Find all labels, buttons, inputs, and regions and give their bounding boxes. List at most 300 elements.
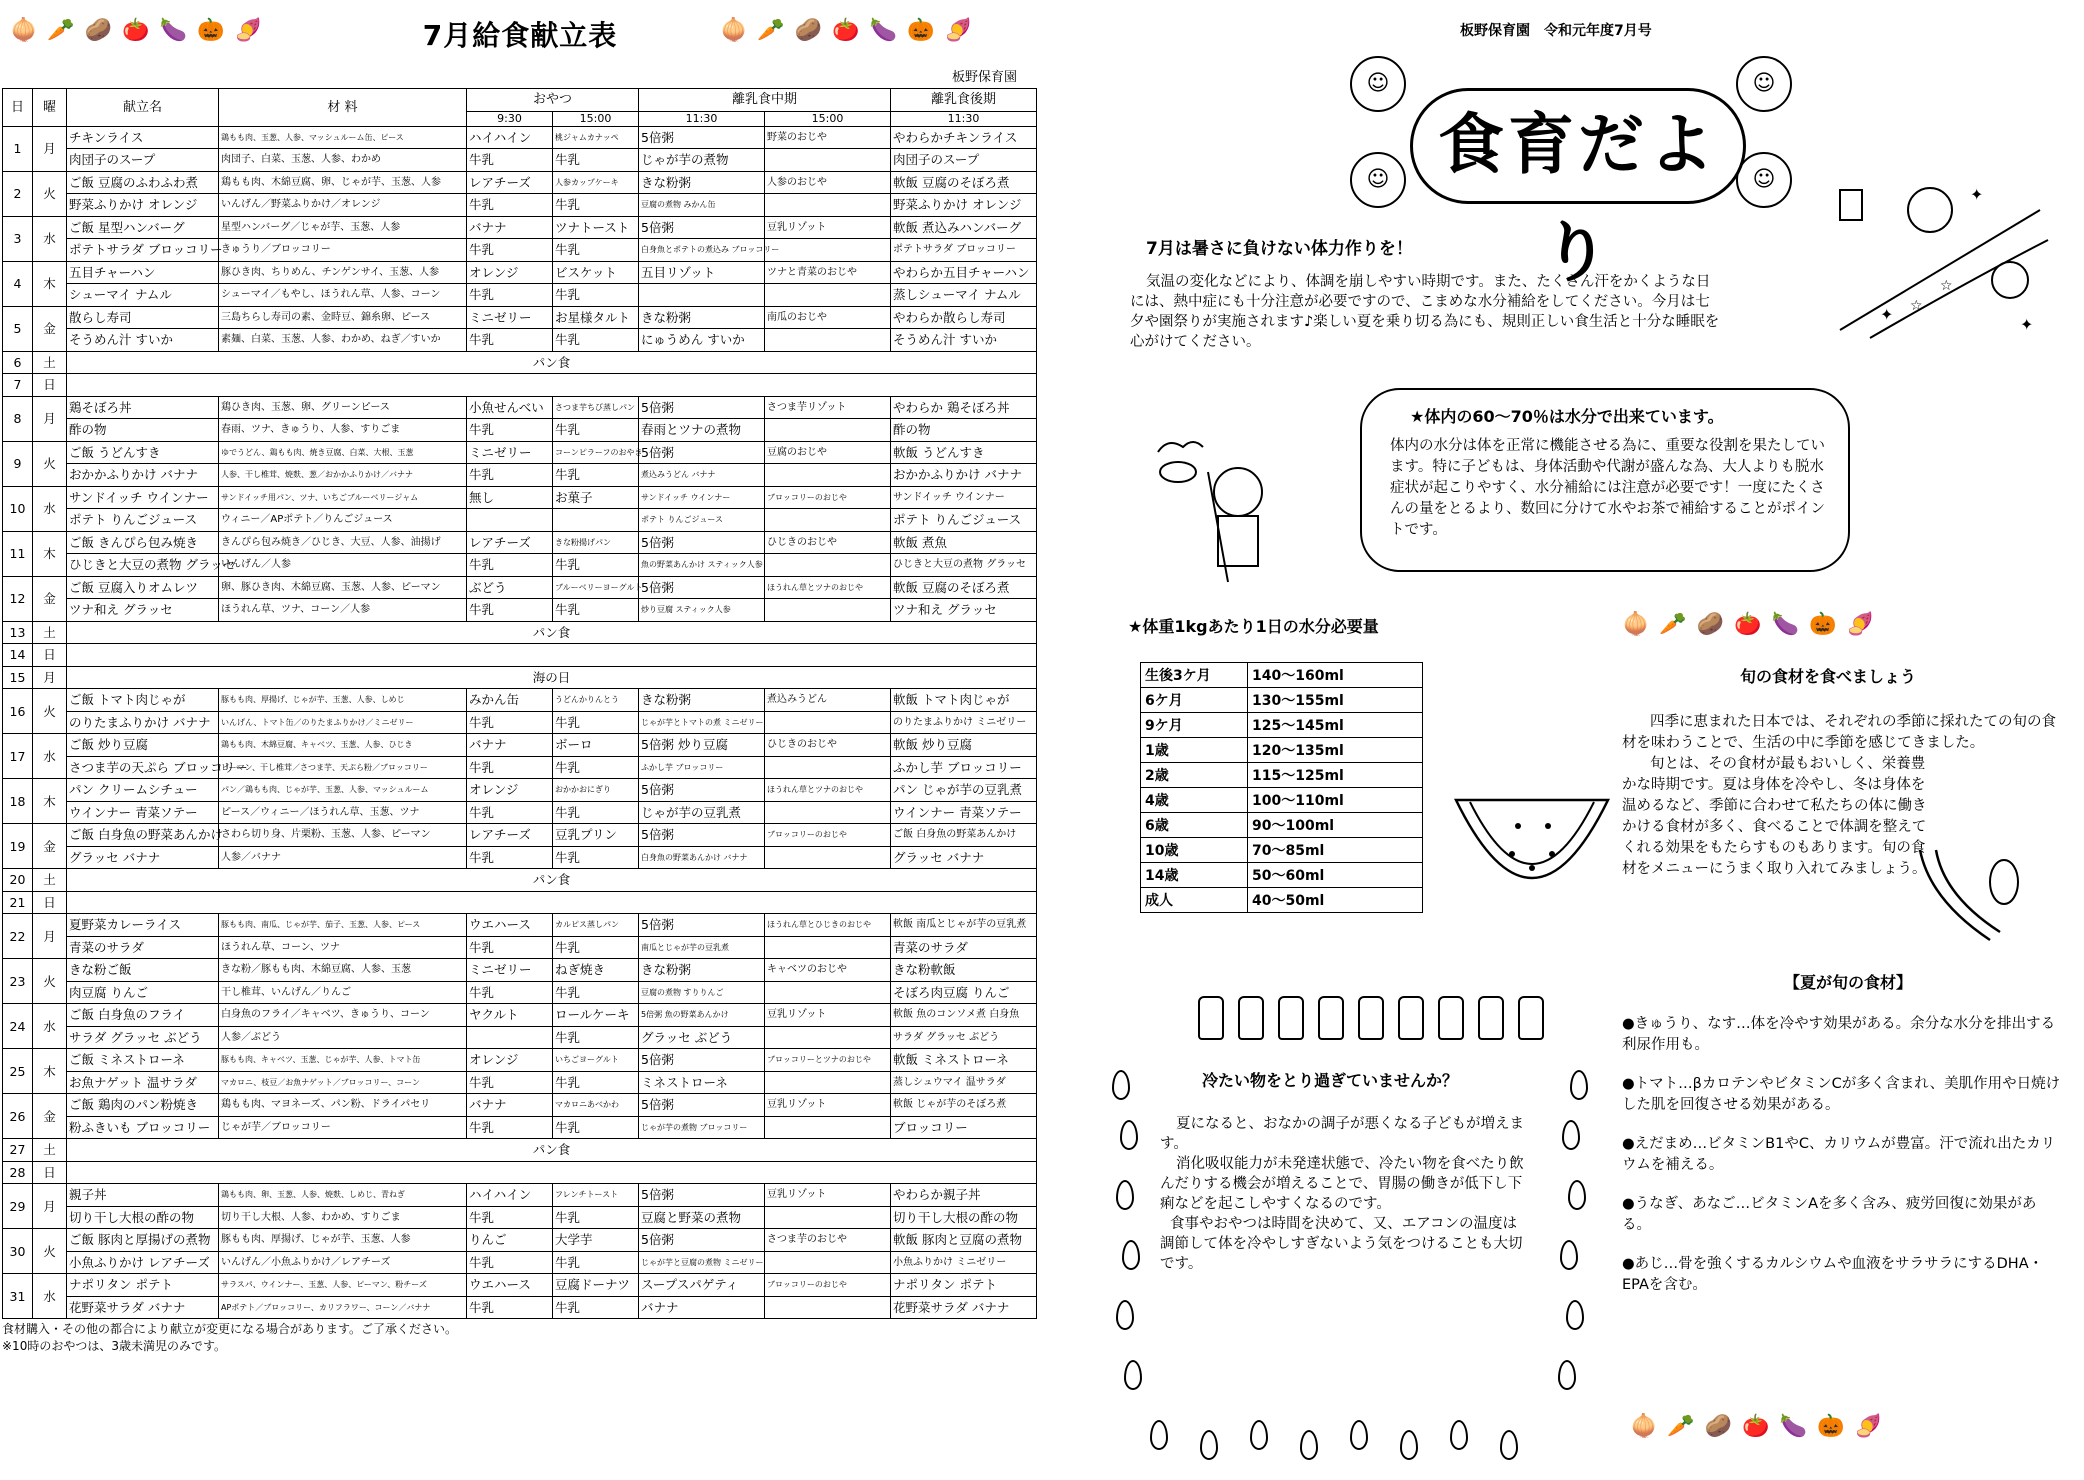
potato-icon: 🥔	[1704, 1414, 1733, 1439]
day-cell: 3	[3, 216, 33, 261]
mid-weaning-lunch-cell: グラッセ ぶどう	[639, 1026, 765, 1049]
svg-text:✦: ✦	[2020, 315, 2034, 334]
snack-afternoon-cell: ツナトースト	[553, 216, 639, 239]
late-weaning-cell: 軟飯 トマト肉じゃが	[891, 689, 1037, 712]
age-cell: 成人	[1141, 888, 1248, 913]
menu-row	[3, 779, 1037, 802]
water-row	[1141, 813, 1423, 838]
late-weaning-cell: 軟飯 豆腐のそぼろ煮	[891, 171, 1037, 194]
cold-food-body	[1160, 1114, 1526, 1274]
day-cell: 17	[3, 734, 33, 779]
mid-weaning-lunch-cell: 5倍粥	[639, 126, 765, 149]
eggplant-icon: 🍆	[1779, 1414, 1808, 1439]
mid-weaning-lunch-cell: 5倍粥 魚の野菜あんかけ	[639, 1004, 765, 1027]
snack-afternoon-cell: 牛乳	[553, 1026, 639, 1049]
day-cell: 23	[3, 959, 33, 1004]
mid-weaning-lunch-cell: きな粉粥	[639, 171, 765, 194]
dish-cell: 親子丼	[67, 1184, 219, 1207]
mid-weaning-lunch-cell: 豆腐の煮物 すりりんご	[639, 981, 765, 1004]
snack-afternoon-cell: カルピス蒸しパン	[553, 914, 639, 937]
water-drop-icon	[1200, 1430, 1218, 1460]
snack-afternoon-cell: 牛乳	[553, 419, 639, 442]
day-cell: 9	[3, 441, 33, 486]
water-row	[1141, 663, 1423, 688]
ingredients-cell: ゆでうどん、鶏もも肉、焼き豆腐、白菜、大根、玉葱	[219, 441, 467, 464]
carrot-icon: 🥕	[1667, 1414, 1695, 1439]
snack-morning-cell: 牛乳	[467, 329, 553, 352]
mid-weaning-lunch-cell	[639, 284, 765, 307]
ingredients-cell: 切り干し大根、人参、わかめ、すりごま	[219, 1206, 467, 1229]
ingredients-cell: 三島ちらし寿司の素、金時豆、錦糸卵、ピース	[219, 306, 467, 329]
mid-weaning-snack-cell	[765, 1251, 891, 1274]
weekday-cell: 水	[33, 216, 67, 261]
nursery-name: 板野保育園	[952, 70, 1018, 85]
eggplant-icon: 🍆	[159, 18, 188, 43]
mid-weaning-lunch-cell: にゅうめん すいか	[639, 329, 765, 352]
mid-weaning-snack-cell	[765, 846, 891, 869]
late-weaning-cell: 切り干し大根の酢の物	[891, 1206, 1037, 1229]
late-weaning-cell: 軟飯 ミネストローネ	[891, 1049, 1037, 1072]
late-weaning-cell: 小魚ふりかけ ミニゼリー	[891, 1251, 1037, 1274]
potato-icon: 🥔	[1696, 612, 1725, 637]
menu-row	[3, 486, 1037, 509]
mid-weaning-snack-cell: ツナと青菜のおじや	[765, 261, 891, 284]
late-weaning-cell: 軟飯 豆腐のそぼろ煮	[891, 576, 1037, 599]
svg-text:✦: ✦	[1970, 185, 1984, 204]
header-snack-time-2: 15:00	[553, 111, 639, 126]
menu-row	[3, 801, 1037, 824]
menu-row	[3, 329, 1037, 352]
header-day: 日	[3, 89, 33, 127]
snack-morning-cell: バナナ	[467, 216, 553, 239]
late-weaning-cell: 軟飯 煮魚	[891, 531, 1037, 554]
ingredients-cell: 鶏ひき肉、玉葱、卵、グリーンピース	[219, 396, 467, 419]
water-drop-icon	[1112, 1070, 1130, 1100]
water-amount-cell: 130～155ml	[1248, 688, 1423, 713]
ingredients-cell: さわら切り身、片栗粉、玉葱、人参、ピーマン	[219, 824, 467, 847]
menu-row	[3, 1139, 1037, 1162]
ingredients-cell: 鶏もも肉、木綿豆腐、キャベツ、玉葱、人参、ひじき	[219, 734, 467, 757]
mid-weaning-lunch-cell: きな粉粥	[639, 689, 765, 712]
ingredients-cell: じゃが芋／ブロッコリー	[219, 1116, 467, 1139]
snack-afternoon-cell: 牛乳	[553, 554, 639, 577]
menu-row	[3, 531, 1037, 554]
late-weaning-cell: 軟飯 豚肉と豆腐の煮物	[891, 1229, 1037, 1252]
special-day-cell: パン食	[67, 869, 1037, 892]
day-cell: 13	[3, 621, 33, 644]
ingredients-cell: いんげん／野菜ふりかけ／オレンジ	[219, 194, 467, 217]
tomato-icon: 🍅	[122, 18, 150, 43]
mid-weaning-snack-cell: ひじきのおじや	[765, 734, 891, 757]
late-weaning-cell: サンドイッチ ウインナー	[891, 486, 1037, 509]
water-amount-cell: 140～160ml	[1248, 663, 1423, 688]
water-drop-icon	[1250, 1420, 1268, 1450]
mid-weaning-lunch-cell: ふかし芋 ブロッコリー	[639, 756, 765, 779]
mid-weaning-snack-cell: 豆乳リゾット	[765, 1004, 891, 1027]
dish-cell: ご飯 鶏肉のパン粉焼き	[67, 1094, 219, 1117]
snack-morning-cell: ミニゼリー	[467, 441, 553, 464]
late-weaning-cell: 軟飯 炒り豆腐	[891, 734, 1037, 757]
late-weaning-cell: 軟飯 魚のコンソメ煮 白身魚	[891, 1004, 1037, 1027]
menu-row	[3, 149, 1037, 172]
mid-weaning-lunch-cell: バナナ	[639, 1296, 765, 1319]
summer-foods-title: 【夏が旬の食材】	[1784, 973, 1913, 992]
water-row	[1141, 713, 1423, 738]
water-row	[1141, 688, 1423, 713]
dish-cell: ウインナー 青菜ソテー	[67, 801, 219, 824]
onion-icon: 🧅	[720, 18, 748, 43]
weekday-cell: 火	[33, 1229, 67, 1274]
mid-weaning-snack-cell	[765, 239, 891, 262]
mid-weaning-lunch-cell: 南瓜とじゃが芋の豆乳煮	[639, 936, 765, 959]
snack-morning-cell: 牛乳	[467, 756, 553, 779]
tanabata-illustration	[1820, 170, 2050, 340]
ingredients-cell: きな粉／豚もも肉、木綿豆腐、人参、玉葱	[219, 959, 467, 982]
day-cell: 20	[3, 869, 33, 892]
header-late-weaning: 離乳食後期	[891, 89, 1037, 112]
dish-cell: 肉豆腐 りんご	[67, 981, 219, 1004]
menu-title: 7月給食献立表	[422, 19, 618, 52]
summer-food-item: ●えだまめ…ビタミンB1やC、カリウムが豊富。汗で流れ出たカリウムを補える。	[1622, 1136, 2056, 1173]
snack-afternoon-cell: 牛乳	[553, 801, 639, 824]
menu-row	[3, 1251, 1037, 1274]
water-drop-icon	[1560, 1240, 1578, 1270]
snack-afternoon-cell: 牛乳	[553, 1116, 639, 1139]
age-cell: 生後3ケ月	[1141, 663, 1248, 688]
bottle-icon	[1398, 996, 1424, 1040]
special-day-cell	[67, 1161, 1037, 1184]
dish-cell: 五目チャーハン	[67, 261, 219, 284]
snack-afternoon-cell: マカロニあべかわ	[553, 1094, 639, 1117]
water-drop-icon	[1116, 1300, 1134, 1330]
dish-cell: サンドイッチ ウインナー	[67, 486, 219, 509]
mid-weaning-snack-cell: ほうれん草とツナのおじや	[765, 779, 891, 802]
weekday-cell: 水	[33, 486, 67, 531]
weekday-cell: 日	[33, 1161, 67, 1184]
snack-afternoon-cell: ボーロ	[553, 734, 639, 757]
mid-weaning-snack-cell	[765, 756, 891, 779]
menu-row	[3, 1071, 1037, 1094]
water-amount-cell: 50～60ml	[1248, 863, 1423, 888]
mid-weaning-snack-cell: さつま芋のおじや	[765, 1229, 891, 1252]
dish-cell: 粉ふきいも ブロッコリー	[67, 1116, 219, 1139]
menu-row	[3, 464, 1037, 487]
weekday-cell: 土	[33, 869, 67, 892]
snack-morning-cell: オレンジ	[467, 1049, 553, 1072]
snack-morning-cell: 牛乳	[467, 239, 553, 262]
ingredients-cell: ほうれん草、ツナ、コーン／人参	[219, 599, 467, 622]
ingredients-cell: 鶏もも肉、玉葱、人参、マッシュルーム缶、ピース	[219, 126, 467, 149]
menu-row	[3, 936, 1037, 959]
mid-weaning-snack-cell	[765, 1206, 891, 1229]
cold-paragraph-1: 夏になると、おなかの調子が悪くなる子どもが増えます。	[1160, 1116, 1524, 1152]
water-drop-icon	[1400, 1430, 1418, 1460]
snack-morning-cell: 牛乳	[467, 194, 553, 217]
mid-weaning-snack-cell: ブロッコリーとツナのおじや	[765, 1049, 891, 1072]
snack-afternoon-cell: 豆乳プリン	[553, 824, 639, 847]
menu-row	[3, 599, 1037, 622]
ingredients-cell: ウィニー／APポテト／りんごジュース	[219, 509, 467, 532]
child-face-icon: ☺	[1350, 152, 1406, 208]
bottle-icon	[1278, 996, 1304, 1040]
day-cell: 21	[3, 891, 33, 914]
water-amount-cell: 115～125ml	[1248, 763, 1423, 788]
snack-morning-cell	[467, 1026, 553, 1049]
late-weaning-cell: やわらか散らし寿司	[891, 306, 1037, 329]
menu-row	[3, 621, 1037, 644]
water-requirement-table	[1140, 662, 1423, 913]
newsletter-header: 板野保育園 令和元年度7月号	[1460, 23, 1652, 39]
pumpkin-icon: 🎃	[1817, 1414, 1845, 1439]
dish-cell: グラッセ バナナ	[67, 846, 219, 869]
late-weaning-cell: ブロッコリー	[891, 1116, 1037, 1139]
menu-row	[3, 1296, 1037, 1319]
ingredients-cell: 人参／バナナ	[219, 846, 467, 869]
snack-morning-cell: 牛乳	[467, 711, 553, 734]
day-cell: 18	[3, 779, 33, 824]
menu-row	[3, 756, 1037, 779]
snack-morning-cell: 牛乳	[467, 801, 553, 824]
snack-morning-cell: 牛乳	[467, 846, 553, 869]
snack-afternoon-cell: 牛乳	[553, 239, 639, 262]
mid-weaning-lunch-cell: じゃが芋とトマトの煮 ミニゼリー	[639, 711, 765, 734]
snack-afternoon-cell: 大学芋	[553, 1229, 639, 1252]
water-amount-cell: 70～85ml	[1248, 838, 1423, 863]
water-drop-icon	[1350, 1420, 1368, 1450]
weekday-cell: 日	[33, 644, 67, 667]
mid-weaning-lunch-cell: じゃが芋と豆腐の煮物 ミニゼリー	[639, 1251, 765, 1274]
mid-weaning-snack-cell: 人参のおじや	[765, 171, 891, 194]
weekday-cell: 土	[33, 351, 67, 374]
header-mid-time-1: 11:30	[639, 111, 765, 126]
age-cell: 6歳	[1141, 813, 1248, 838]
snack-morning-cell: オレンジ	[467, 261, 553, 284]
snack-morning-cell: ミニゼリー	[467, 306, 553, 329]
mid-weaning-snack-cell: キャベツのおじや	[765, 959, 891, 982]
sweet-potato-icon: 🍠	[234, 18, 262, 43]
dish-cell: ナポリタン ポテト	[67, 1274, 219, 1297]
weekday-cell: 火	[33, 689, 67, 734]
day-cell: 7	[3, 374, 33, 397]
header-snack: おやつ	[467, 89, 639, 112]
day-cell: 8	[3, 396, 33, 441]
onion-icon: 🧅	[10, 18, 38, 43]
snack-afternoon-cell: 牛乳	[553, 464, 639, 487]
mid-weaning-snack-cell	[765, 801, 891, 824]
ingredients-cell: マカロニ、枝豆／お魚ナゲット／ブロッコリー、コーン	[219, 1071, 467, 1094]
ingredients-cell: 卵、豚ひき肉、木綿豆腐、玉葱、人参、ピーマン	[219, 576, 467, 599]
snack-morning-cell: バナナ	[467, 734, 553, 757]
late-weaning-cell: グラッセ バナナ	[891, 846, 1037, 869]
snack-morning-cell	[467, 509, 553, 532]
dish-cell: ご飯 うどんすき	[67, 441, 219, 464]
snack-morning-cell: オレンジ	[467, 779, 553, 802]
weekday-cell: 水	[33, 1274, 67, 1319]
menu-row	[3, 1026, 1037, 1049]
dish-cell: 花野菜サラダ バナナ	[67, 1296, 219, 1319]
late-weaning-cell: 花野菜サラダ バナナ	[891, 1296, 1037, 1319]
snack-morning-cell: 牛乳	[467, 284, 553, 307]
newsletter-title: 食育だより	[1410, 88, 1746, 204]
menu-row	[3, 959, 1037, 982]
menu-row	[3, 1004, 1037, 1027]
ingredients-cell: パン／鶏もも肉、じゃが芋、玉葱、人参、マッシュルーム	[219, 779, 467, 802]
mid-weaning-snack-cell	[765, 1116, 891, 1139]
day-cell: 10	[3, 486, 33, 531]
age-cell: 4歳	[1141, 788, 1248, 813]
mid-weaning-lunch-cell: 5倍粥	[639, 779, 765, 802]
late-weaning-cell: そぼろ肉豆腐 りんご	[891, 981, 1037, 1004]
late-weaning-cell: そうめん汁 すいか	[891, 329, 1037, 352]
late-weaning-cell: やわらかチキンライス	[891, 126, 1037, 149]
header-mid-time-2: 15:00	[765, 111, 891, 126]
age-cell: 2歳	[1141, 763, 1248, 788]
menu-table	[2, 88, 1037, 1319]
late-weaning-cell: ご飯 白身魚の野菜あんかけ	[891, 824, 1037, 847]
dish-cell: サラダ グラッセ ぶどう	[67, 1026, 219, 1049]
water-drop-icon	[1568, 1180, 1586, 1210]
child-face-icon: ☺	[1350, 56, 1406, 112]
mid-weaning-snack-cell	[765, 1026, 891, 1049]
tomato-icon: 🍅	[1734, 612, 1762, 637]
mid-weaning-lunch-cell: きな粉粥	[639, 306, 765, 329]
ingredients-cell: APポテト／ブロッコリー、カリフラワー、コーン／バナナ	[219, 1296, 467, 1319]
weekday-cell: 月	[33, 396, 67, 441]
menu-row	[3, 441, 1037, 464]
ingredients-cell: いんげん、トマト缶／のりたまふりかけ／ミニゼリー	[219, 711, 467, 734]
weekday-cell: 日	[33, 891, 67, 914]
weekday-cell: 金	[33, 306, 67, 351]
water-row	[1141, 788, 1423, 813]
dish-cell: 夏野菜カレーライス	[67, 914, 219, 937]
weekday-cell: 火	[33, 959, 67, 1004]
bottle-icon	[1318, 996, 1344, 1040]
snack-morning-cell: レアチーズ	[467, 531, 553, 554]
special-day-cell: パン食	[67, 351, 1037, 374]
water-drop-icon	[1562, 1120, 1580, 1150]
menu-row	[3, 1116, 1037, 1139]
age-cell: 10歳	[1141, 838, 1248, 863]
menu-row	[3, 914, 1037, 937]
weekday-cell: 水	[33, 1004, 67, 1049]
section-heat-title: 7月は暑さに負けない体力作りを！	[1146, 239, 1413, 259]
menu-row	[3, 711, 1037, 734]
menu-row	[3, 509, 1037, 532]
snack-afternoon-cell: 人参カップケーキ	[553, 171, 639, 194]
special-day-cell: パン食	[67, 621, 1037, 644]
seasonal-paragraph-2: 旬とは、その食材が最もおいしく、栄養豊かな時期です。夏は身体を冷やし、冬は身体を温めるなど、季節に合わせて私たちの体に働きかける食材が多く、食べることで体調を整えてくれる効果をもたらすものもあります。旬の食材をメニューにうまく取り入れてみましょう。	[1622, 756, 1927, 877]
mid-weaning-lunch-cell: 5倍粥	[639, 531, 765, 554]
menu-row	[3, 351, 1037, 374]
mid-weaning-lunch-cell: 5倍粥	[639, 914, 765, 937]
dish-cell: チキンライス	[67, 126, 219, 149]
weekday-cell: 木	[33, 1049, 67, 1094]
mid-weaning-lunch-cell: 5倍粥	[639, 1184, 765, 1207]
dish-cell: ご飯 きんぴら包み焼き	[67, 531, 219, 554]
mid-weaning-snack-cell: ブロッコリーのおじや	[765, 486, 891, 509]
late-weaning-cell: 野菜ふりかけ オレンジ	[891, 194, 1037, 217]
child-with-net-illustration	[1148, 432, 1308, 592]
dish-cell: ご飯 白身魚の野菜あんかけ	[67, 824, 219, 847]
weekday-cell: 金	[33, 824, 67, 869]
header-mid-weaning: 離乳食中期	[639, 89, 891, 112]
menu-row	[3, 1184, 1037, 1207]
ingredients-cell: 豚もも肉、厚揚げ、じゃが芋、玉葱、人参	[219, 1229, 467, 1252]
water-row	[1141, 863, 1423, 888]
mid-weaning-snack-cell	[765, 599, 891, 622]
weekday-cell: 日	[33, 374, 67, 397]
snack-morning-cell: 牛乳	[467, 464, 553, 487]
mid-weaning-lunch-cell: 5倍粥	[639, 1094, 765, 1117]
ingredients-cell: きんぴら包み焼き／ひじき、大豆、人参、油揚げ	[219, 531, 467, 554]
ingredients-cell: 豚もも肉、キャベツ、玉葱、じゃが芋、人参、トマト缶	[219, 1049, 467, 1072]
mid-weaning-snack-cell	[765, 194, 891, 217]
snack-morning-cell: バナナ	[467, 1094, 553, 1117]
water-drop-icon	[1570, 1070, 1588, 1100]
water-row	[1141, 763, 1423, 788]
special-day-cell	[67, 891, 1037, 914]
mid-weaning-snack-cell	[765, 149, 891, 172]
dish-cell: ご飯 豆腐のふわふわ煮	[67, 171, 219, 194]
snack-afternoon-cell: ビスケット	[553, 261, 639, 284]
ingredients-cell: 白身魚のフライ／キャベツ、きゅうり、コーン	[219, 1004, 467, 1027]
dish-cell: パン クリームシチュー	[67, 779, 219, 802]
water-row	[1141, 838, 1423, 863]
day-cell: 31	[3, 1274, 33, 1319]
dish-cell: 肉団子のスープ	[67, 149, 219, 172]
mid-weaning-snack-cell	[765, 419, 891, 442]
mid-weaning-snack-cell	[765, 936, 891, 959]
water-amount-cell: 125～145ml	[1248, 713, 1423, 738]
menu-row	[3, 869, 1037, 892]
sweet-potato-icon: 🍠	[944, 18, 972, 43]
bottle-icon	[1198, 996, 1224, 1040]
ingredients-cell: 豚ひき肉、ちりめん、チンゲンサイ、玉葱、人参	[219, 261, 467, 284]
dish-cell: ご飯 ミネストローネ	[67, 1049, 219, 1072]
snack-morning-cell: 牛乳	[467, 1251, 553, 1274]
dish-cell: 小魚ふりかけ レアチーズ	[67, 1251, 219, 1274]
age-cell: 1歳	[1141, 738, 1248, 763]
bottle-icon	[1238, 996, 1264, 1040]
menu-footnote: 食材購入・その他の都合により献立が変更になる場合があります。ご了承ください。	[2, 1322, 458, 1336]
ingredients-cell: 豚もも肉、南瓜、じゃが芋、茄子、玉葱、人参、ピース	[219, 914, 467, 937]
late-weaning-cell: やわらか親子丼	[891, 1184, 1037, 1207]
menu-row	[3, 1274, 1037, 1297]
mid-weaning-lunch-cell: 豆腐の煮物 みかん缶	[639, 194, 765, 217]
snack-afternoon-cell: きな粉揚げパン	[553, 531, 639, 554]
snack-morning-cell: レアチーズ	[467, 171, 553, 194]
menu-row	[3, 666, 1037, 689]
weekday-cell: 土	[33, 1139, 67, 1162]
carrot-icon: 🥕	[47, 18, 75, 43]
weekday-cell: 木	[33, 779, 67, 824]
mid-weaning-lunch-cell: 白身魚とポテトの煮込み ブロッコリー	[639, 239, 765, 262]
snack-morning-cell: ハイハイン	[467, 1184, 553, 1207]
seasonal-paragraph-1: 四季に恵まれた日本では、それぞれの季節に採れたての旬の食材を味わうことで、生活の中に季節を感じてきました。	[1622, 714, 2056, 751]
mid-weaning-lunch-cell: ポテト りんごジュース	[639, 509, 765, 532]
carrot-icon: 🥕	[757, 18, 785, 43]
dish-cell: ご飯 炒り豆腐	[67, 734, 219, 757]
child-face-icon: ☺	[1736, 56, 1792, 112]
snack-morning-cell: 牛乳	[467, 1206, 553, 1229]
mid-weaning-snack-cell: さつま芋リゾット	[765, 396, 891, 419]
menu-row	[3, 261, 1037, 284]
menu-row	[3, 689, 1037, 712]
ingredients-cell: サラスパ、ウインナー、玉葱、人参、ピーマン、粉チーズ	[219, 1274, 467, 1297]
snack-afternoon-cell: 牛乳	[553, 599, 639, 622]
water-drop-icon	[1300, 1430, 1318, 1460]
water-row	[1141, 888, 1423, 913]
